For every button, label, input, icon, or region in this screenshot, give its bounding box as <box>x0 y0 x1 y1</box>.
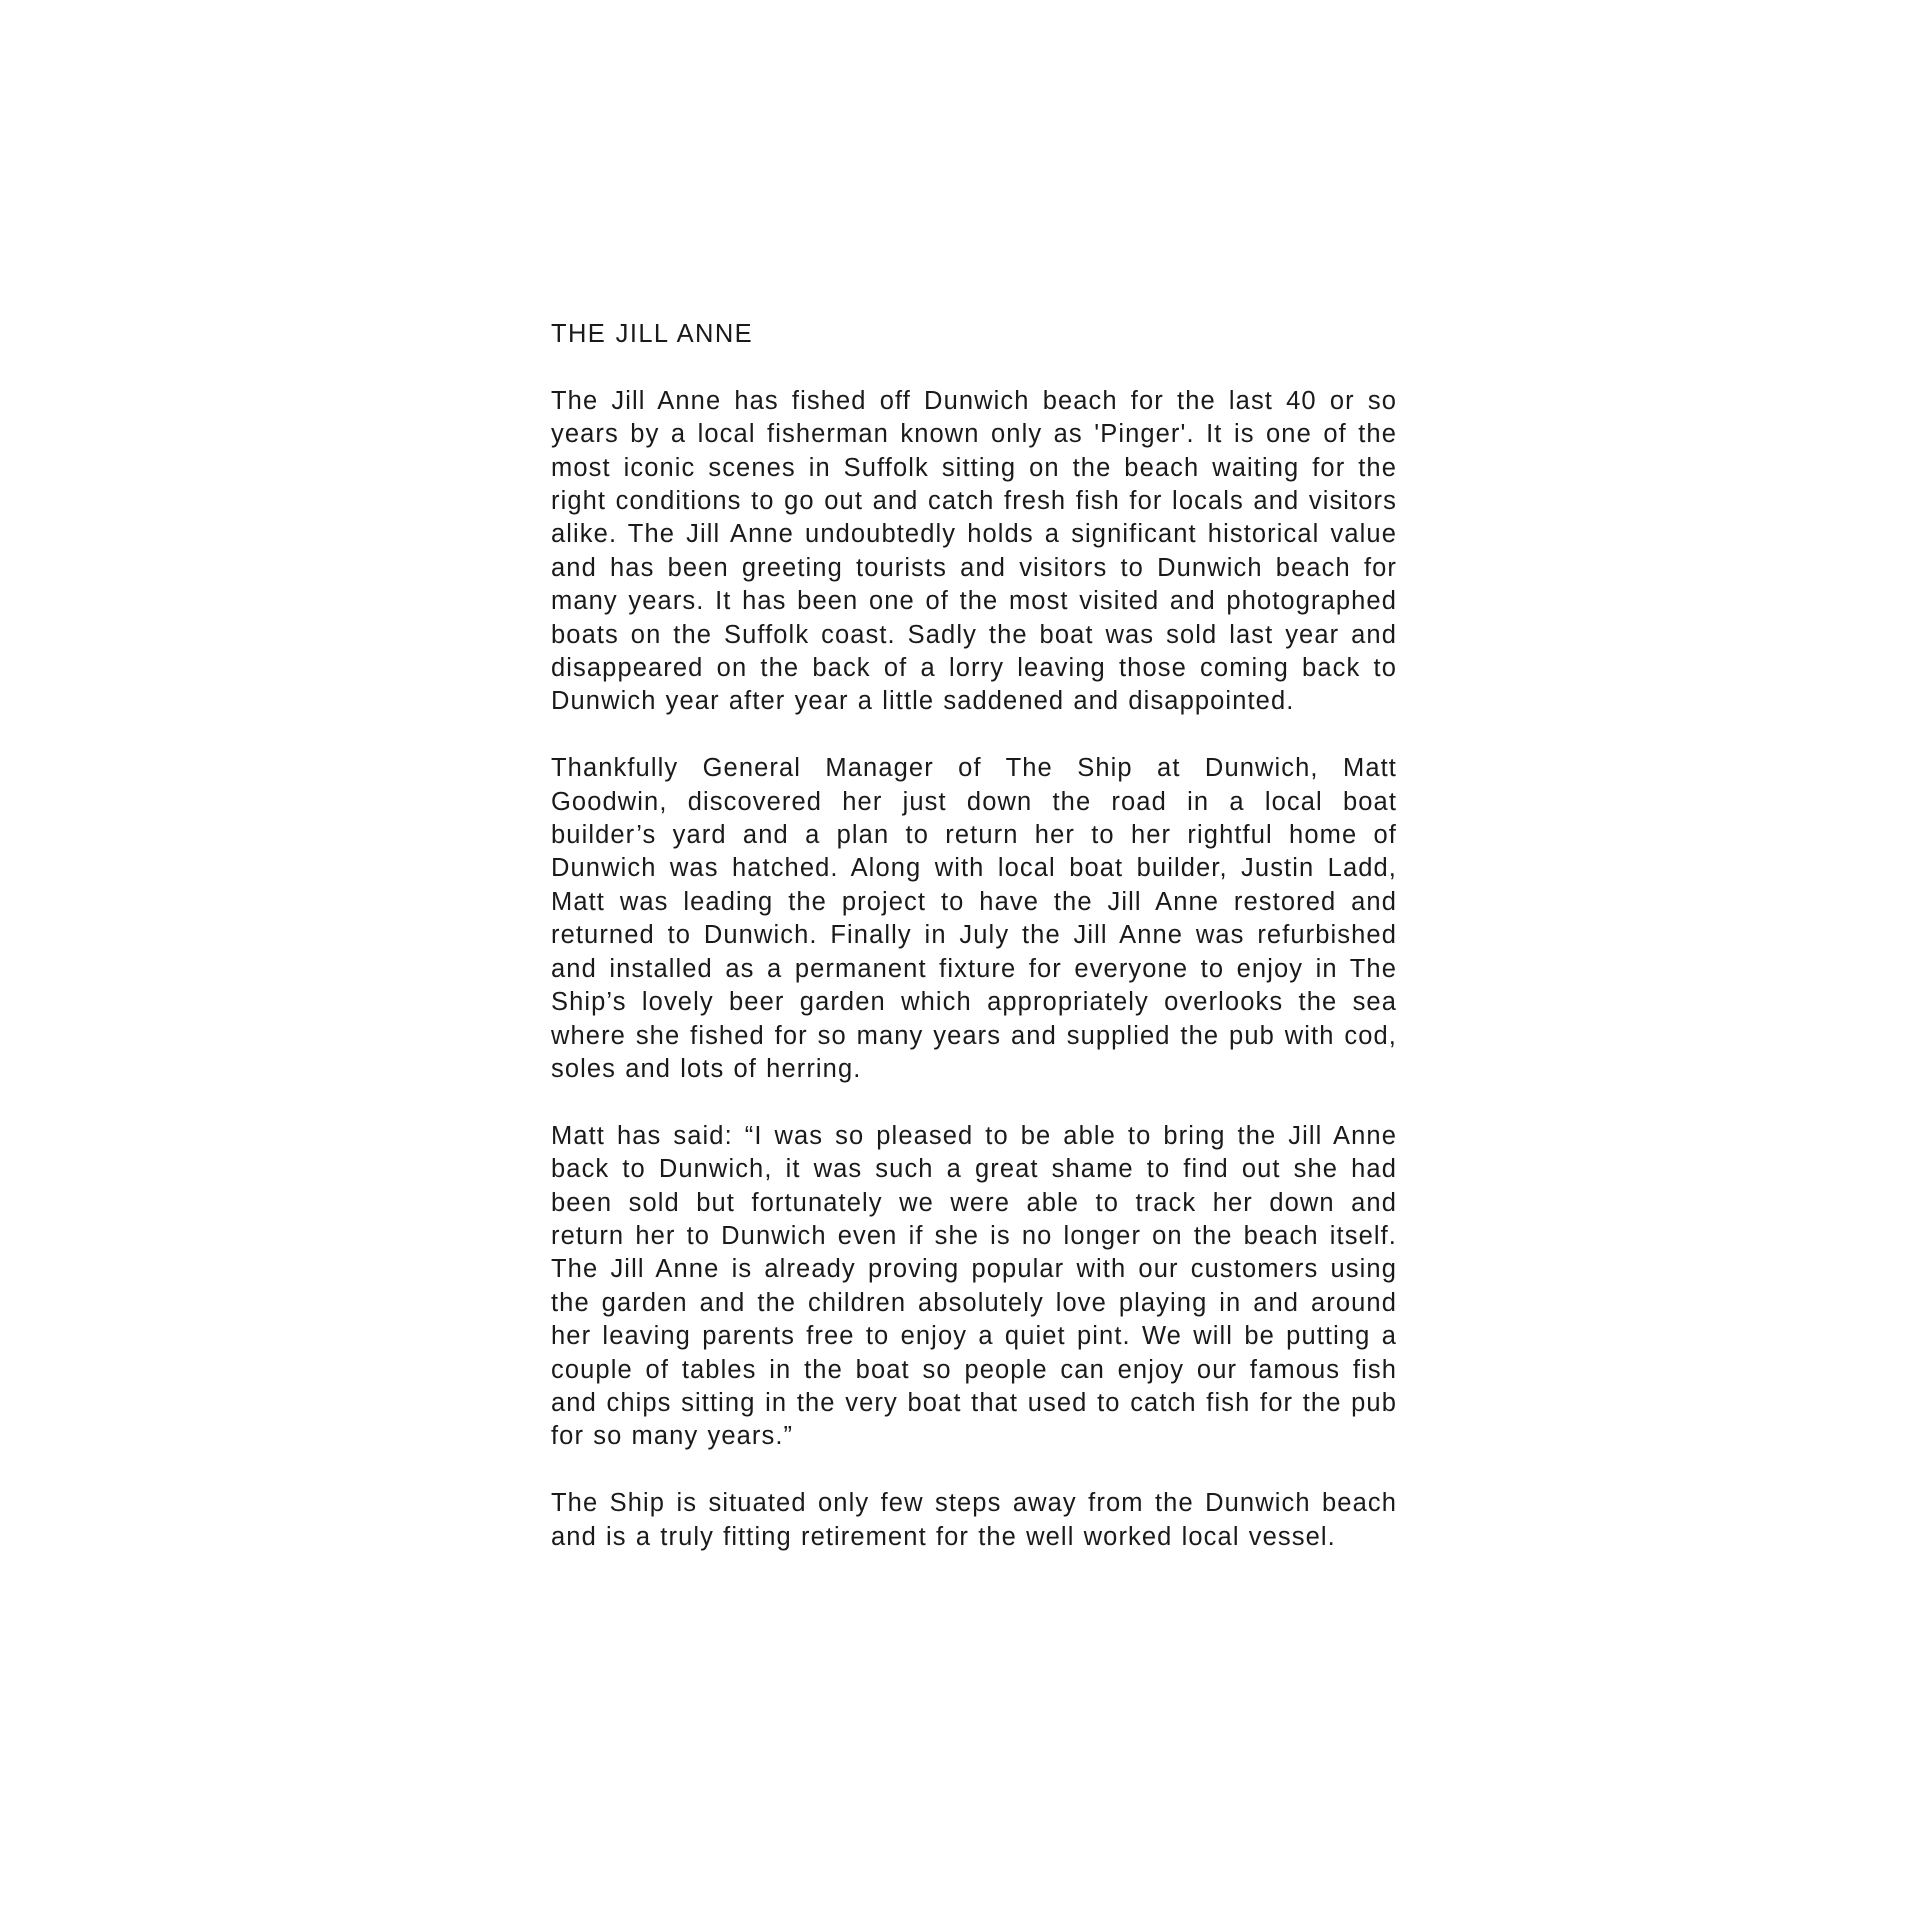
article-paragraph: Matt has said: “I was so pleased to be able to bring the Jill Anne back to Dunwich, it was such a great shame to find out she had been sold but fortunately we were able to track her down and return her to Dunwich even if she is no longer on the beach itself. The Jill Anne is already proving popular with our customers using the garden and the children absolutely love playing in and around her leaving parents free to enjoy a quiet pint. We will be putting a couple of tables in the boat so people can enjoy our famous fish and chips sitting in the very boat that used to catch fish for the pub for so many years.” <box>551 1121 1397 1451</box>
article-title: THE JILL ANNE <box>551 320 754 348</box>
article <box>551 318 1397 1554</box>
article-paragraph: Thankfully General Manager of The Ship at Dunwich, Matt Goodwin, discovered her just down the road in a local boat builder’s yard and a plan to return her to her rightful home of Dunwich was hatched. Along with local boat builder, Justin Ladd, Matt was leading the project to have the Jill Anne restored and returned to Dunwich. Finally in July the Jill Anne was refurbished and installed as a permanent fixture for everyone to enjoy in The Ship’s lovely beer garden which appropriately overlooks the sea where she fished for so many years and supplied the pub with cod, soles and lots of herring. <box>551 754 1397 1083</box>
article-paragraph: The Ship is situated only few steps away from the Dunwich beach and is a truly fitting retirement for the well worked local vessel. <box>551 1489 1397 1551</box>
article-paragraph: The Jill Anne has fished off Dunwich beach for the last 40 or so years by a local fisherman known only as 'Pinger'. It is one of the most iconic scenes in Suffolk sitting on the beach waiting for the right conditions to go out and catch fresh fish for locals and visitors alike. The Jill Anne undoubtedly holds a significant historical value and has been greeting tourists and visitors to Dunwich beach for many years. It has been one of the most visited and photographed boats on the Suffolk coast. Sadly the boat was sold last year and disappeared on the back of a lorry leaving those coming back to Dunwich year after year a little saddened and disappointed. <box>551 386 1397 716</box>
